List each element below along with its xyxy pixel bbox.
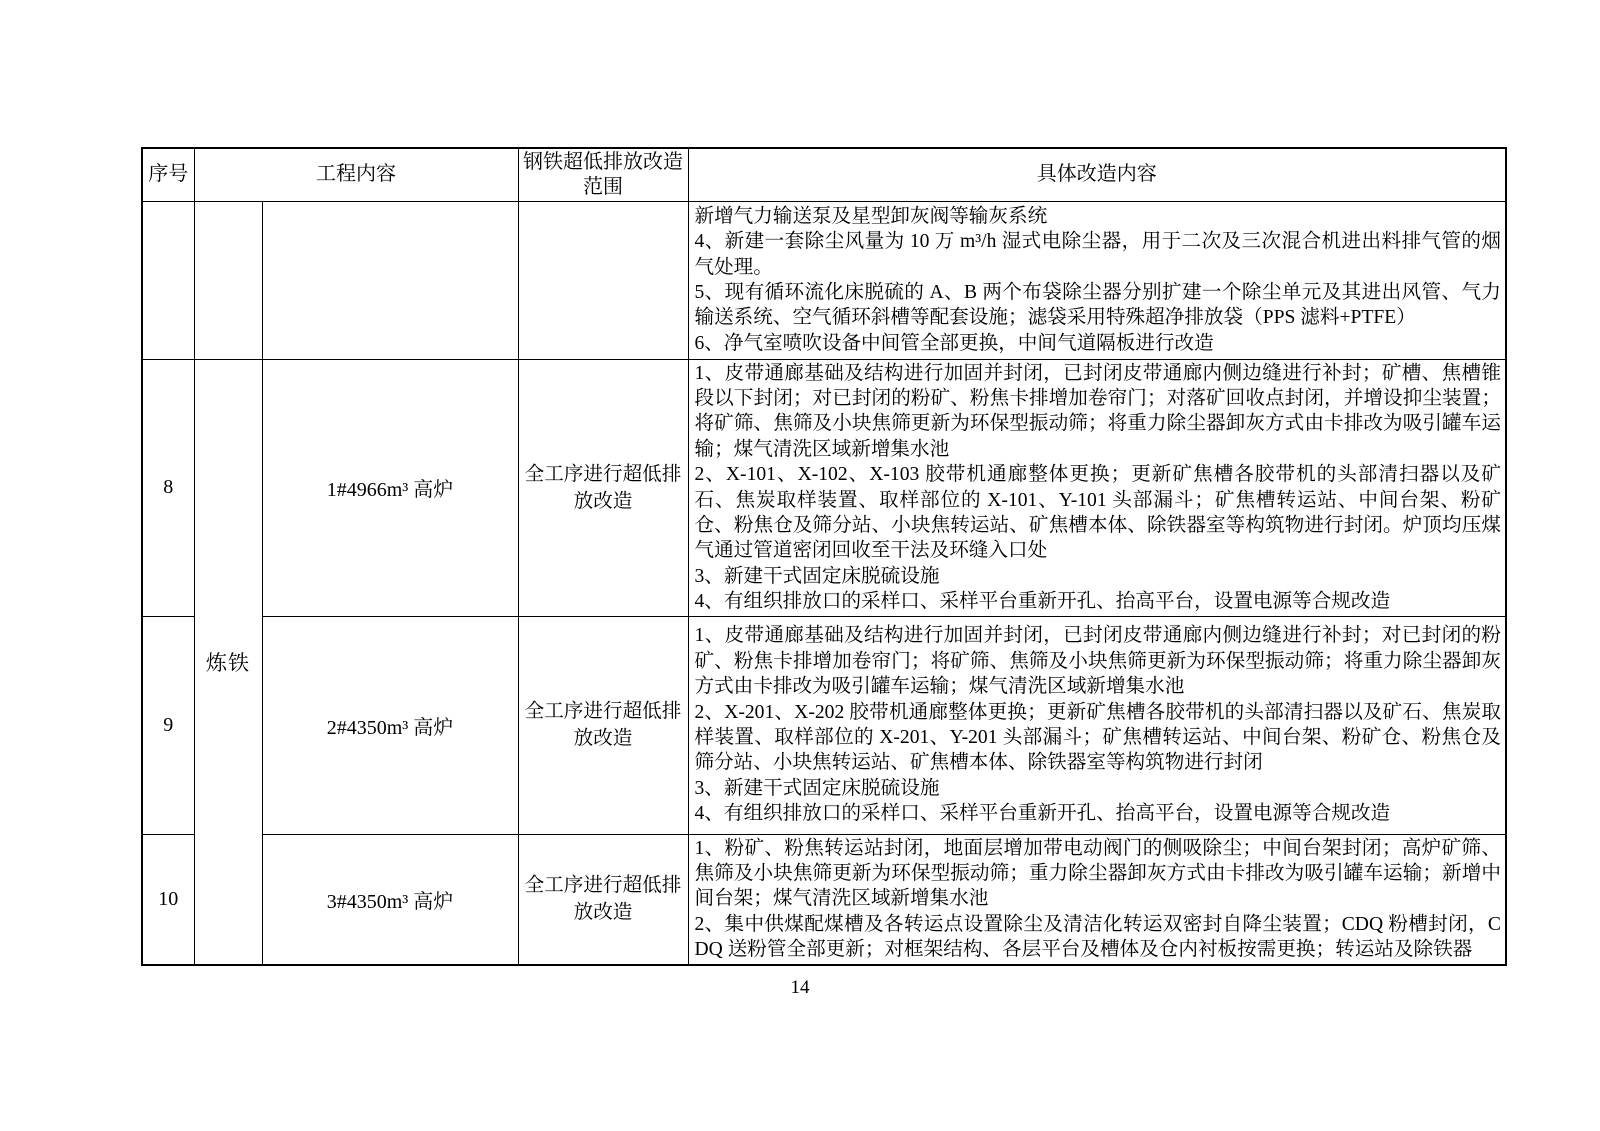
detail-paragraph: 1、皮带通廊基础及结构进行加固并封闭，已封闭皮带通廊内侧边缝进行补封；对已封闭的粉矿、粉焦卡排增加卷帘门；将矿筛、焦筛及小块焦筛更新为环保型振动筛；将重力除尘器卸灰方式由卡排改为吸引罐车运输；煤气清洗区域新增集水池 <box>694 625 1501 698</box>
page-number: 14 <box>790 977 810 998</box>
serial-no-cell <box>142 201 194 359</box>
detail-paragraph: 2、X-201、X-202 胶带机通廊整体更换；更新矿焦槽各胶带机的头部清扫器以及矿石、焦炭取样装置、取样部位的 X-201、Y-201 头部漏斗；矿焦槽转运站、中间台架、粉矿仓、粉焦仓及筛分站、小块焦转运站、矿焦槽本体、除铁器室等构筑物进行封闭 <box>694 701 1501 774</box>
scope-cell <box>518 201 688 359</box>
detail-paragraph: 4、新建一套除尘风量为 10 万 m³/h 湿式电除尘器，用于二次及三次混合机进出料排气管的烟气处理。 <box>694 231 1501 278</box>
detail-paragraph: 5、现有循环流化床脱硫的 A、B 两个布袋除尘器分别扩建一个除尘单元及其进出风管、气力输送系统、空气循环斜槽等配套设施；滤袋采用特殊超净排放袋（PPS 滤料+PTFE） <box>694 282 1501 329</box>
detail-paragraph: 4、有组织排放口的采样口、采样平台重新开孔、抬高平台，设置电源等合规改造 <box>694 803 1391 825</box>
table-row-10 <box>142 834 1506 965</box>
serial-no-cell: 9 <box>142 616 194 834</box>
scope-cell: 全工序进行超低排放改造 <box>518 834 688 965</box>
serial-no-cell: 10 <box>142 834 194 965</box>
detail-paragraph: 3、新建干式固定床脱硫设施 <box>694 565 940 587</box>
col-header-retrofit-scope: 钢铁超低排放改造范围 <box>518 148 688 201</box>
detail-paragraph: 新增气力输送泵及星型卸灰阀等输灰系统 <box>694 205 1048 227</box>
detail-paragraph: 3、新建干式固定床脱硫设施 <box>694 777 940 799</box>
detail-cell <box>688 359 1506 616</box>
detail-paragraph: 1、粉矿、粉焦转运站封闭，地面层增加带电动阀门的侧吸除尘；中间台架封闭；高炉矿筛、焦筛及小块焦筛更新为环保型振动筛；重力除尘器卸灰方式由卡排改为吸引罐车运输；新增中间台架；煤气清洗区域新增集水池 <box>694 837 1501 910</box>
col-header-specific-content: 具体改造内容 <box>688 148 1506 201</box>
table-row-continuation <box>142 201 1506 359</box>
category-cell-ironmaking: 炼铁 <box>194 359 262 965</box>
table-row-9 <box>142 616 1506 834</box>
col-header-project-content: 工程内容 <box>194 148 518 201</box>
detail-paragraph: 6、净气室喷吹设备中间管全部更换，中间气道隔板进行改造 <box>694 332 1214 354</box>
project-cell: 3#4350m³ 高炉 <box>262 834 518 965</box>
project-cell: 1#4966m³ 高炉 <box>262 359 518 616</box>
project-cell: 2#4350m³ 高炉 <box>262 616 518 834</box>
retrofit-project-table <box>141 147 1507 966</box>
table-row-8 <box>142 359 1506 616</box>
detail-paragraph: 4、有组织排放口的采样口、采样平台重新开孔、抬高平台，设置电源等合规改造 <box>694 591 1391 613</box>
detail-cell <box>688 616 1506 834</box>
scope-cell: 全工序进行超低排放改造 <box>518 616 688 834</box>
serial-no-cell: 8 <box>142 359 194 616</box>
col-header-serial-no: 序号 <box>142 148 194 201</box>
detail-paragraph: 2、集中供煤配煤槽及各转运点设置除尘及清洁化转运双密封自降尘装置；CDQ 粉槽封闭，CDQ 送粉管全部更新；对框架结构、各层平台及槽体及仓内衬板按需更换；转运站及除铁器 <box>694 913 1501 961</box>
category-cell-empty <box>194 201 262 359</box>
scope-cell: 全工序进行超低排放改造 <box>518 359 688 616</box>
detail-paragraph: 1、皮带通廊基础及结构进行加固并封闭，已封闭皮带通廊内侧边缝进行补封；矿槽、焦槽锥段以下封闭；对已封闭的粉矿、粉焦卡排增加卷帘门；对落矿回收点封闭，并增设抑尘装置；将矿筛、焦筛及小块焦筛更新为环保型振动筛；将重力除尘器卸灰方式由卡排改为吸引罐车运输；煤气清洗区域新增集水池 <box>694 362 1501 460</box>
table-header-row <box>142 148 1506 201</box>
detail-cell <box>688 834 1506 965</box>
detail-paragraph: 2、X-101、X-102、X-103 胶带机通廊整体更换；更新矿焦槽各胶带机的头部清扫器以及矿石、焦炭取样装置、取样部位的 X-101、Y-101 头部漏斗；矿焦槽转运站、中间台架、粉矿仓、粉焦仓及筛分站、小块焦转运站、矿焦槽本体、除铁器室等构筑物进行封闭。炉顶均压煤气通过管道密闭回收至干法及环缝入口处 <box>694 464 1501 562</box>
project-cell <box>262 201 518 359</box>
detail-cell <box>688 201 1506 359</box>
